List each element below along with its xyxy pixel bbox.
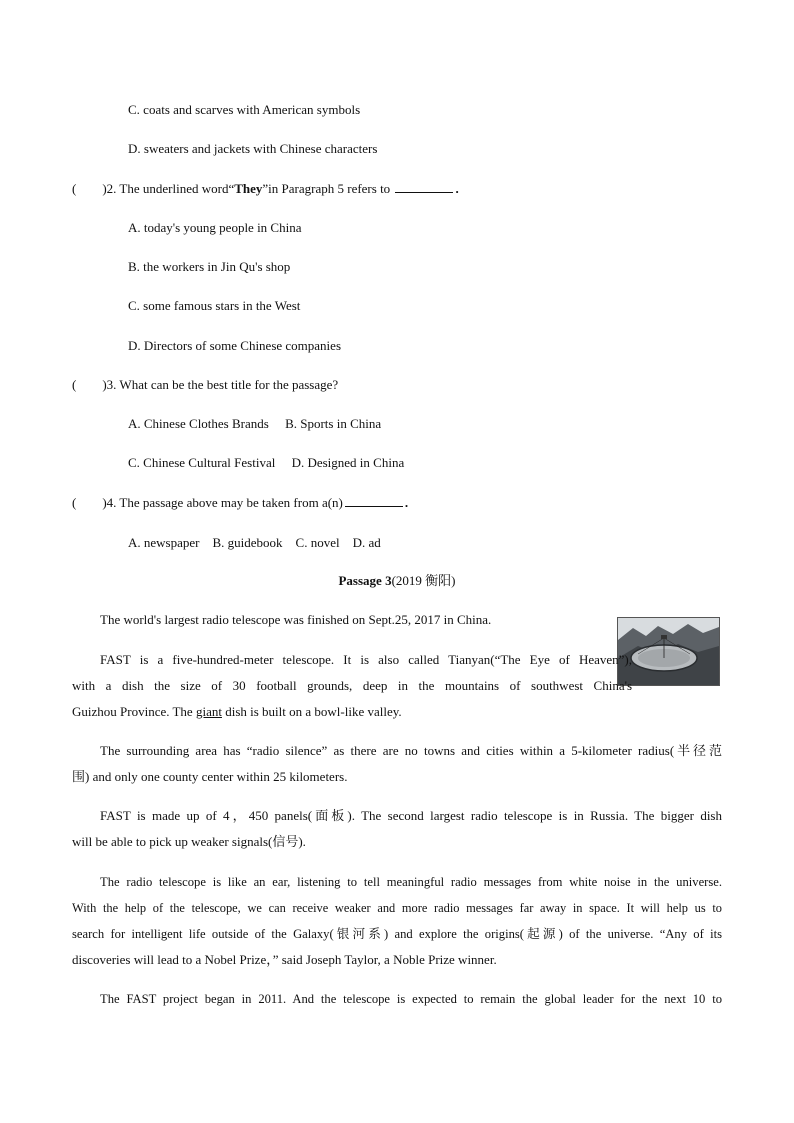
- q4-options: A. newspaper B. guidebook C. novel D. ad: [128, 535, 381, 550]
- question-stem: ”in Paragraph 5 refers to: [262, 181, 391, 196]
- answer-bracket[interactable]: ( ): [72, 377, 107, 392]
- paragraph-6-line-1: The FAST project began in 2011. And the telescope is expected to remain the global leader for the next 10 to: [100, 992, 722, 1006]
- text-segment: dish is built on a bowl-like valley.: [221, 704, 402, 719]
- paragraph-5-line-1: The radio telescope is like an ear, listening to tell meaningful radio messages from white noise in the universe.: [100, 875, 722, 889]
- q1-option-c: C. coats and scarves with American symbols: [128, 102, 361, 117]
- fast-telescope-image: [618, 618, 719, 685]
- paragraph-2-line-3: [72, 704, 402, 720]
- q3-options-cd: C. Chinese Cultural Festival D. Designed in China: [128, 455, 405, 470]
- question-end: .: [455, 181, 459, 196]
- paragraph-3-line-2: 围) and only one county center within 25 kilometers.: [72, 769, 348, 784]
- text-segment: Guizhou Province. The: [72, 704, 196, 719]
- paragraph-4-line-2: will be able to pick up weaker signals(信号).: [72, 834, 306, 849]
- paragraph-1: The world's largest radio telescope was finished on Sept.25, 2017 in China.: [100, 612, 492, 627]
- passage-source: (2019 衡阳): [391, 573, 456, 588]
- q2-option-d: D. Directors of some Chinese companies: [128, 338, 342, 353]
- paragraph-5-line-3: search for intelligent life outside of the Galaxy(银河系) and explore the origins(起源) of the universe. “Any of its: [72, 927, 722, 941]
- question-end: .: [404, 495, 409, 510]
- paragraph-5-line-2: With the help of the telescope, we can receive weaker and more radio messages far away in space. It will help us to: [72, 901, 722, 915]
- passage-title-bold: Passage 3: [338, 573, 392, 588]
- paragraph-3-line-1: The surrounding area has “radio silence” as there are no towns and cities within a 5-kilometer radius(半径范: [100, 743, 722, 758]
- question-stem-bold: They: [234, 181, 263, 196]
- q2-option-b: B. the workers in Jin Qu's shop: [128, 259, 291, 274]
- question-3: [72, 377, 338, 393]
- q3-options-ab: A. Chinese Clothes Brands B. Sports in China: [128, 416, 382, 431]
- paragraph-4-line-1: FAST is made up of 4，450 panels(面板). The second largest radio telescope is in Russia. The bigger dish: [100, 808, 722, 823]
- paragraph-2-line-1: FAST is a five-hundred-meter telescope. It is also called Tianyan(“The Eye of Heaven”),: [100, 652, 632, 667]
- q1-option-d: D. sweaters and jackets with Chinese characters: [128, 141, 378, 156]
- answer-blank[interactable]: [395, 181, 453, 193]
- q2-option-a: A. today's young people in China: [128, 220, 302, 235]
- answer-blank[interactable]: [345, 495, 403, 507]
- paragraph-5-line-4: discoveries will lead to a Nobel Prize，” said Joseph Taylor, a Noble Prize winner.: [72, 952, 497, 967]
- answer-bracket[interactable]: ( ): [72, 495, 107, 510]
- question-4: [72, 495, 408, 511]
- underlined-word: giant: [195, 704, 222, 719]
- q2-option-c: C. some famous stars in the West: [128, 298, 301, 313]
- question-2: [72, 181, 459, 197]
- answer-bracket[interactable]: ( ): [72, 181, 107, 196]
- passage-title: [0, 573, 794, 589]
- telescope-photo: [617, 617, 720, 686]
- paragraph-2-line-2: with a dish the size of 30 football grounds, deep in the mountains of southwest China's: [72, 678, 632, 693]
- question-stem: 4. The passage above may be taken from a(n): [106, 495, 343, 510]
- question-stem: 2. The underlined word“: [106, 181, 235, 196]
- question-stem: 3. What can be the best title for the passage?: [106, 377, 339, 392]
